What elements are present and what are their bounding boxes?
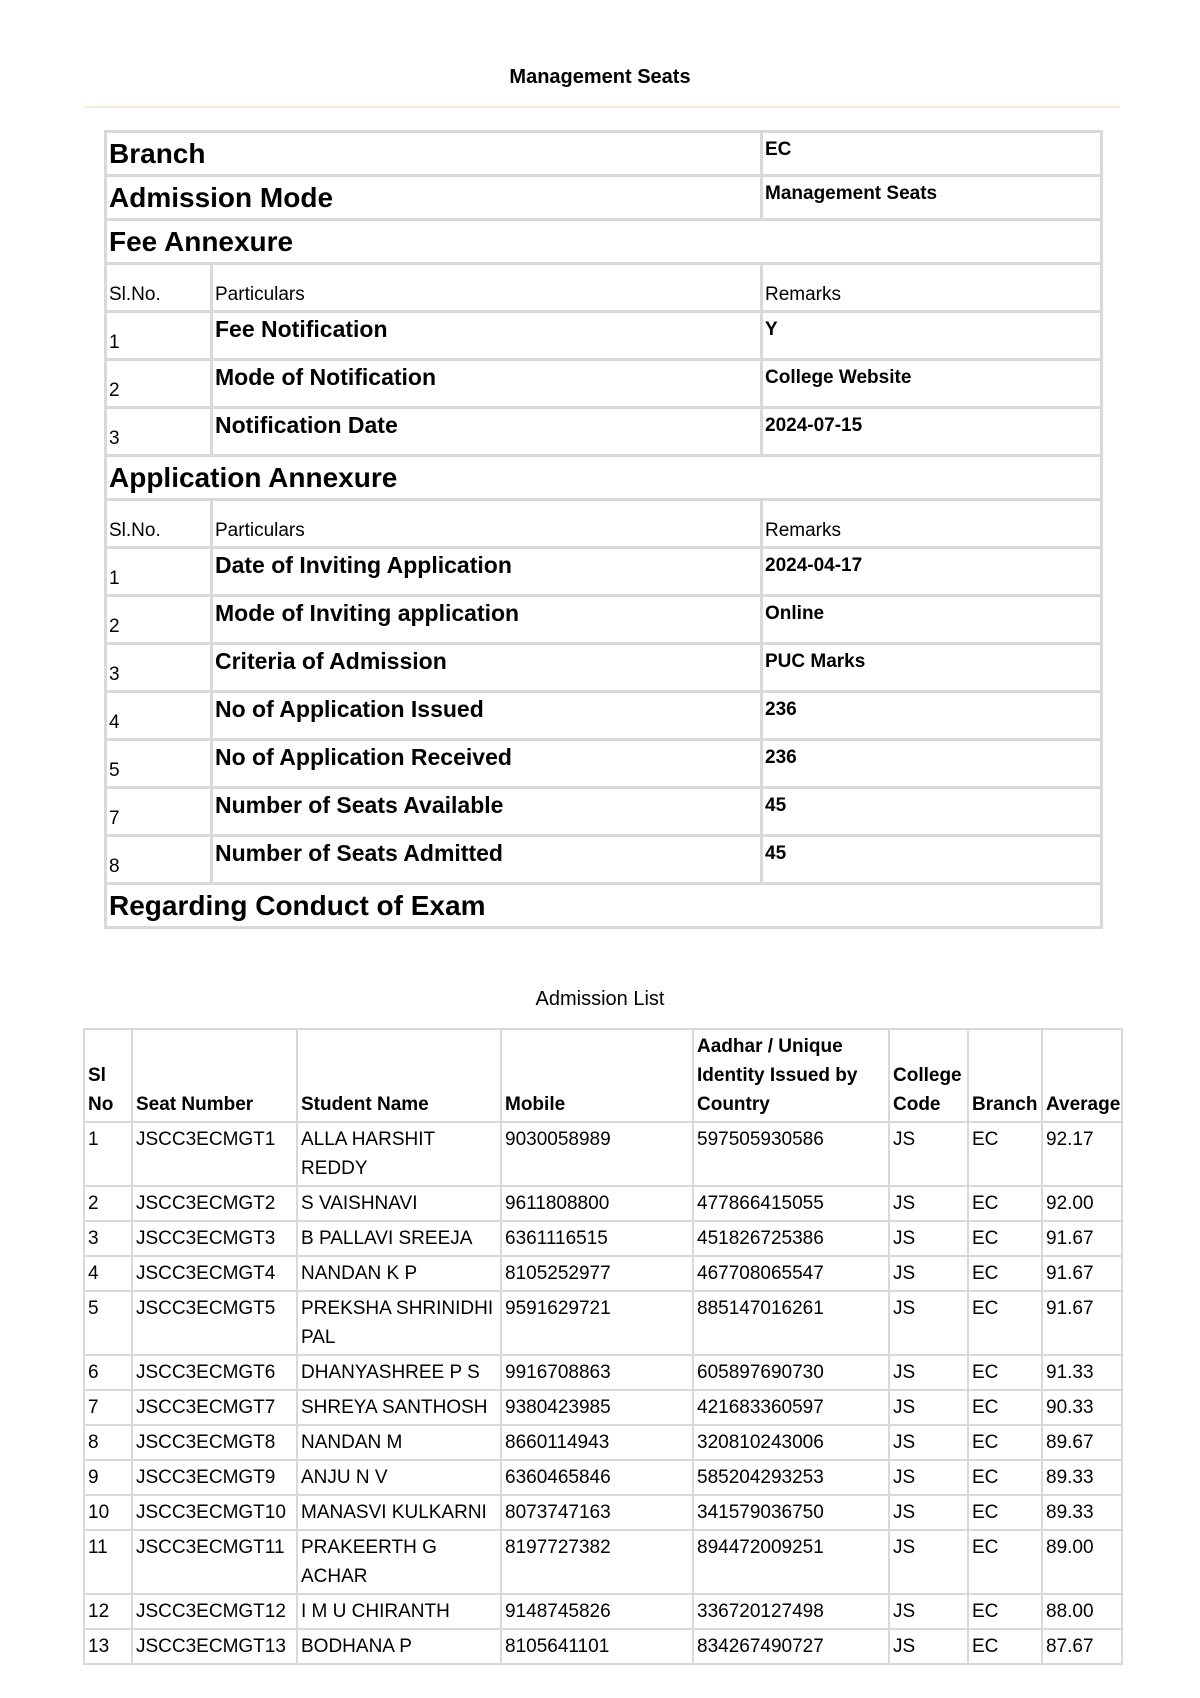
- header-seat-number: Seat Number: [132, 1029, 297, 1122]
- student-name-cell: I M U CHIRANTH: [297, 1594, 501, 1629]
- average-cell: 89.33: [1042, 1495, 1122, 1530]
- sl-no-cell: 4: [84, 1256, 132, 1291]
- fee-header-slno: Sl.No.: [106, 264, 212, 312]
- sl-no-cell: 9: [84, 1460, 132, 1495]
- aadhar-cell: 885147016261: [693, 1291, 889, 1355]
- branch-cell: EC: [968, 1291, 1042, 1355]
- mobile-cell: 8105252977: [501, 1256, 693, 1291]
- application-row-particular: No of Application Received: [212, 740, 762, 788]
- application-annexure-heading-row: [106, 456, 1102, 500]
- application-row: [106, 692, 1102, 740]
- average-cell: 90.33: [1042, 1390, 1122, 1425]
- college-code-cell: JS: [889, 1390, 968, 1425]
- branch-cell: EC: [968, 1256, 1042, 1291]
- mobile-cell: 9380423985: [501, 1390, 693, 1425]
- aadhar-cell: 451826725386: [693, 1221, 889, 1256]
- mobile-cell: 8197727382: [501, 1530, 693, 1594]
- fee-row-remark: Y: [762, 312, 1102, 360]
- student-name-cell: NANDAN M: [297, 1425, 501, 1460]
- application-row: [106, 740, 1102, 788]
- sl-no-cell: 10: [84, 1495, 132, 1530]
- application-row: [106, 596, 1102, 644]
- mobile-cell: 8105641101: [501, 1629, 693, 1664]
- application-row-particular: Number of Seats Available: [212, 788, 762, 836]
- application-row-remark: 2024-04-17: [762, 548, 1102, 596]
- sl-no-cell: 1: [84, 1122, 132, 1186]
- table-row: [84, 1122, 1122, 1186]
- seat-number-cell: JSCC3ECMGT6: [132, 1355, 297, 1390]
- sl-no-cell: 6: [84, 1355, 132, 1390]
- admission-mode-row: [106, 176, 1102, 220]
- average-cell: 91.67: [1042, 1221, 1122, 1256]
- seat-number-cell: JSCC3ECMGT2: [132, 1186, 297, 1221]
- branch-cell: EC: [968, 1221, 1042, 1256]
- student-name-cell: ALLA HARSHIT REDDY: [297, 1122, 501, 1186]
- table-row: [84, 1460, 1122, 1495]
- average-cell: 89.33: [1042, 1460, 1122, 1495]
- application-row: [106, 548, 1102, 596]
- table-row: [84, 1629, 1122, 1664]
- application-row-number: 2: [106, 596, 212, 644]
- fee-annexure-heading-row: [106, 220, 1102, 264]
- application-row-remark: 236: [762, 692, 1102, 740]
- aadhar-cell: 320810243006: [693, 1425, 889, 1460]
- application-row-number: 8: [106, 836, 212, 884]
- student-name-cell: SHREYA SANTHOSH: [297, 1390, 501, 1425]
- college-code-cell: JS: [889, 1629, 968, 1664]
- branch-cell: EC: [968, 1186, 1042, 1221]
- seat-number-cell: JSCC3ECMGT9: [132, 1460, 297, 1495]
- mobile-cell: 9030058989: [501, 1122, 693, 1186]
- fee-header-row: [106, 264, 1102, 312]
- table-row: [84, 1355, 1122, 1390]
- admission-list-header-row: [84, 1029, 1122, 1122]
- aadhar-cell: 467708065547: [693, 1256, 889, 1291]
- branch-cell: EC: [968, 1629, 1042, 1664]
- application-row-particular: No of Application Issued: [212, 692, 762, 740]
- application-row-remark: PUC Marks: [762, 644, 1102, 692]
- application-row-number: 1: [106, 548, 212, 596]
- average-cell: 92.00: [1042, 1186, 1122, 1221]
- student-name-cell: PREKSHA SHRINIDHI PAL: [297, 1291, 501, 1355]
- sl-no-cell: 12: [84, 1594, 132, 1629]
- student-name-cell: NANDAN K P: [297, 1256, 501, 1291]
- application-row-number: 5: [106, 740, 212, 788]
- sl-no-cell: 3: [84, 1221, 132, 1256]
- header-average: Average: [1042, 1029, 1122, 1122]
- mobile-cell: 6360465846: [501, 1460, 693, 1495]
- branch-cell: EC: [968, 1390, 1042, 1425]
- college-code-cell: JS: [889, 1355, 968, 1390]
- header-mobile: Mobile: [501, 1029, 693, 1122]
- sl-no-cell: 2: [84, 1186, 132, 1221]
- application-row-remark: 45: [762, 836, 1102, 884]
- admission-list-table: [83, 1028, 1123, 1665]
- college-code-cell: JS: [889, 1495, 968, 1530]
- seat-number-cell: JSCC3ECMGT3: [132, 1221, 297, 1256]
- application-row: [106, 788, 1102, 836]
- sl-no-cell: 5: [84, 1291, 132, 1355]
- mobile-cell: 6361116515: [501, 1221, 693, 1256]
- fee-row: [106, 408, 1102, 456]
- aadhar-cell: 421683360597: [693, 1390, 889, 1425]
- fee-row-remark: College Website: [762, 360, 1102, 408]
- college-code-cell: JS: [889, 1221, 968, 1256]
- fee-row-particular: Notification Date: [212, 408, 762, 456]
- mobile-cell: 9611808800: [501, 1186, 693, 1221]
- branch-cell: EC: [968, 1425, 1042, 1460]
- seat-number-cell: JSCC3ECMGT12: [132, 1594, 297, 1629]
- seat-number-cell: JSCC3ECMGT13: [132, 1629, 297, 1664]
- branch-row: [106, 132, 1102, 176]
- branch-cell: EC: [968, 1594, 1042, 1629]
- college-code-cell: JS: [889, 1425, 968, 1460]
- aadhar-cell: 341579036750: [693, 1495, 889, 1530]
- application-row-number: 3: [106, 644, 212, 692]
- header-college-code: College Code: [889, 1029, 968, 1122]
- table-row: [84, 1186, 1122, 1221]
- branch-cell: EC: [968, 1122, 1042, 1186]
- admission-list-body: [84, 1122, 1122, 1664]
- aadhar-cell: 585204293253: [693, 1460, 889, 1495]
- aadhar-cell: 336720127498: [693, 1594, 889, 1629]
- branch-cell: EC: [968, 1530, 1042, 1594]
- application-row-remark: Online: [762, 596, 1102, 644]
- fee-row-number: 3: [106, 408, 212, 456]
- aadhar-cell: 605897690730: [693, 1355, 889, 1390]
- aadhar-cell: 597505930586: [693, 1122, 889, 1186]
- seat-number-cell: JSCC3ECMGT7: [132, 1390, 297, 1425]
- table-row: [84, 1594, 1122, 1629]
- mobile-cell: 9591629721: [501, 1291, 693, 1355]
- application-row-particular: Date of Inviting Application: [212, 548, 762, 596]
- student-name-cell: DHANYASHREE P S: [297, 1355, 501, 1390]
- application-annexure-heading: Application Annexure: [106, 456, 1102, 500]
- mobile-cell: 9916708863: [501, 1355, 693, 1390]
- fee-row-remark: 2024-07-15: [762, 408, 1102, 456]
- application-header-particulars: Particulars: [212, 500, 762, 548]
- average-cell: 91.33: [1042, 1355, 1122, 1390]
- fee-row: [106, 360, 1102, 408]
- fee-row-number: 2: [106, 360, 212, 408]
- seat-number-cell: JSCC3ECMGT1: [132, 1122, 297, 1186]
- average-cell: 87.67: [1042, 1629, 1122, 1664]
- table-row: [84, 1291, 1122, 1355]
- application-row-number: 7: [106, 788, 212, 836]
- college-code-cell: JS: [889, 1460, 968, 1495]
- table-row: [84, 1495, 1122, 1530]
- sl-no-cell: 13: [84, 1629, 132, 1664]
- application-header-slno: Sl.No.: [106, 500, 212, 548]
- admission-list-head: [84, 1029, 1122, 1122]
- application-row: [106, 644, 1102, 692]
- college-code-cell: JS: [889, 1122, 968, 1186]
- branch-cell: EC: [968, 1495, 1042, 1530]
- average-cell: 91.67: [1042, 1256, 1122, 1291]
- average-cell: 88.00: [1042, 1594, 1122, 1629]
- application-row-particular: Number of Seats Admitted: [212, 836, 762, 884]
- header-branch: Branch: [968, 1029, 1042, 1122]
- student-name-cell: MANASVI KULKARNI: [297, 1495, 501, 1530]
- branch-cell: EC: [968, 1355, 1042, 1390]
- header-student-name: Student Name: [297, 1029, 501, 1122]
- branch-label: Branch: [106, 132, 762, 176]
- application-row-remark: 236: [762, 740, 1102, 788]
- college-code-cell: JS: [889, 1594, 968, 1629]
- student-name-cell: S VAISHNAVI: [297, 1186, 501, 1221]
- seat-number-cell: JSCC3ECMGT5: [132, 1291, 297, 1355]
- application-row-particular: Mode of Inviting application: [212, 596, 762, 644]
- mobile-cell: 8660114943: [501, 1425, 693, 1460]
- mobile-cell: 8073747163: [501, 1495, 693, 1530]
- application-row: [106, 836, 1102, 884]
- sl-no-cell: 7: [84, 1390, 132, 1425]
- seat-number-cell: JSCC3ECMGT4: [132, 1256, 297, 1291]
- application-row-number: 4: [106, 692, 212, 740]
- student-name-cell: PRAKEERTH G ACHAR: [297, 1530, 501, 1594]
- fee-row-particular: Fee Notification: [212, 312, 762, 360]
- seat-number-cell: JSCC3ECMGT11: [132, 1530, 297, 1594]
- seat-number-cell: JSCC3ECMGT8: [132, 1425, 297, 1460]
- college-code-cell: JS: [889, 1186, 968, 1221]
- fee-row: [106, 312, 1102, 360]
- average-cell: 92.17: [1042, 1122, 1122, 1186]
- application-row-particular: Criteria of Admission: [212, 644, 762, 692]
- aadhar-cell: 894472009251: [693, 1530, 889, 1594]
- average-cell: 89.67: [1042, 1425, 1122, 1460]
- aadhar-cell: 834267490727: [693, 1629, 889, 1664]
- sl-no-cell: 8: [84, 1425, 132, 1460]
- seat-number-cell: JSCC3ECMGT10: [132, 1495, 297, 1530]
- college-code-cell: JS: [889, 1291, 968, 1355]
- table-row: [84, 1221, 1122, 1256]
- aadhar-cell: 477866415055: [693, 1186, 889, 1221]
- header-sl-no: Sl No: [84, 1029, 132, 1122]
- fee-row-number: 1: [106, 312, 212, 360]
- admission-mode-label: Admission Mode: [106, 176, 762, 220]
- table-row: [84, 1256, 1122, 1291]
- student-name-cell: BODHANA P: [297, 1629, 501, 1664]
- table-row: [84, 1390, 1122, 1425]
- annexure-body: [106, 132, 1102, 928]
- header-aadhar: Aadhar / Unique Identity Issued by Country: [693, 1029, 889, 1122]
- fee-header-remarks: Remarks: [762, 264, 1102, 312]
- annexure-table: [104, 130, 1103, 929]
- fee-row-particular: Mode of Notification: [212, 360, 762, 408]
- average-cell: 89.00: [1042, 1530, 1122, 1594]
- admission-mode-value: Management Seats: [762, 176, 1102, 220]
- mobile-cell: 9148745826: [501, 1594, 693, 1629]
- sl-no-cell: 11: [84, 1530, 132, 1594]
- branch-value: EC: [762, 132, 1102, 176]
- page-title: Management Seats: [509, 66, 691, 88]
- student-name-cell: ANJU N V: [297, 1460, 501, 1495]
- exam-heading: Regarding Conduct of Exam: [106, 884, 1102, 928]
- title-divider: [84, 106, 1120, 108]
- application-header-remarks: Remarks: [762, 500, 1102, 548]
- exam-heading-row: [106, 884, 1102, 928]
- table-row: [84, 1425, 1122, 1460]
- application-header-row: [106, 500, 1102, 548]
- college-code-cell: JS: [889, 1256, 968, 1291]
- college-code-cell: JS: [889, 1530, 968, 1594]
- admission-list-caption: Admission List: [535, 988, 665, 1010]
- average-cell: 91.67: [1042, 1291, 1122, 1355]
- student-name-cell: B PALLAVI SREEJA: [297, 1221, 501, 1256]
- fee-annexure-heading: Fee Annexure: [106, 220, 1102, 264]
- fee-header-particulars: Particulars: [212, 264, 762, 312]
- application-row-remark: 45: [762, 788, 1102, 836]
- table-row: [84, 1530, 1122, 1594]
- branch-cell: EC: [968, 1460, 1042, 1495]
